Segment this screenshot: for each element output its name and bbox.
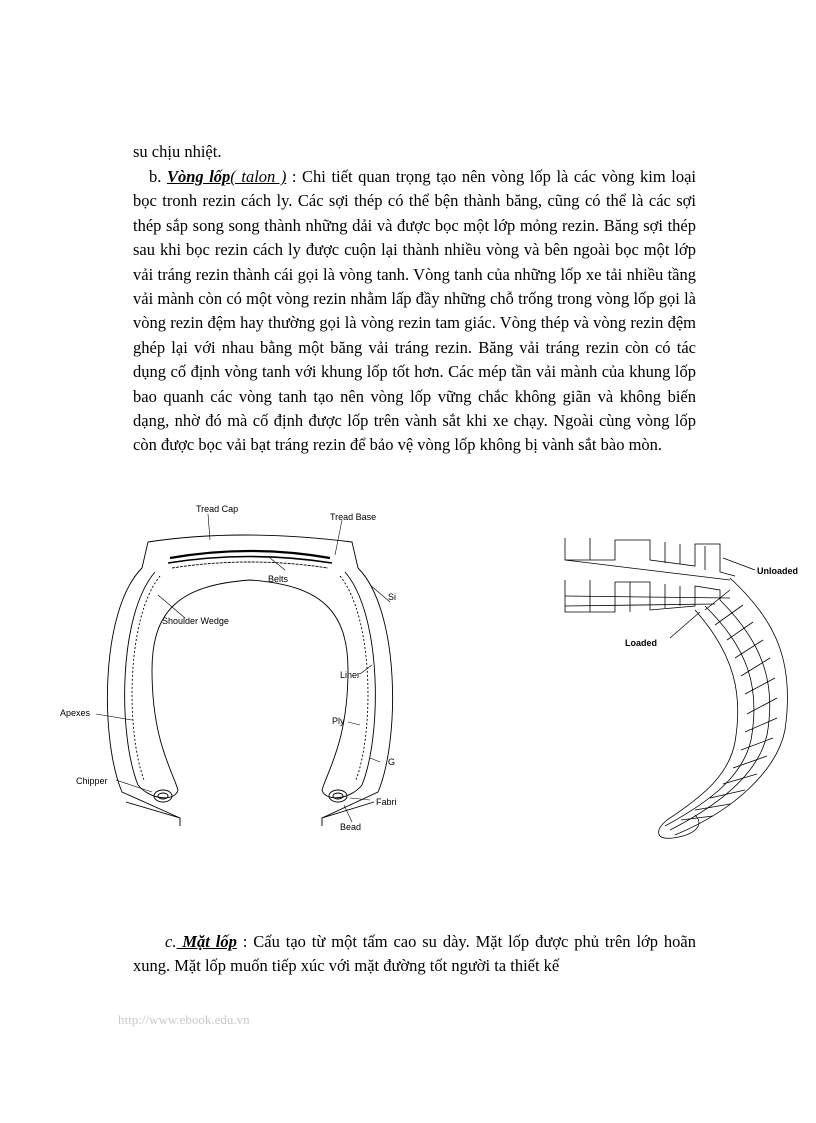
label-chipper: Chipper [76,776,108,786]
label-shoulder-wedge: Shoulder Wedge [162,616,229,626]
footer-url: http://www.ebook.edu.vn [118,1012,250,1027]
label-si: Si [388,592,397,602]
paragraph-mat-lop [133,930,696,979]
label-fabri: Fabri [376,797,397,807]
label-tread-cap: Tread Cap [196,504,239,514]
label-loaded: Loaded [625,638,658,648]
section-title: Mặt lốp [176,932,237,951]
label-bead: Bead [340,822,362,832]
paragraph-text: : Cấu tạo từ một tấm cao su dày. Mặt lốp được phủ trên lớp hoãn xung. Mặt lốp muốn tiếp xúc với mặt đường tốt người ta thiết kế [133,932,696,976]
section-subtitle: ( talon ) [230,167,287,186]
label-tread-base: Tread Base [330,512,377,522]
paragraph-text: su chịu nhiệt. [133,142,222,161]
section-label: c. [165,932,177,951]
section-title: Vòng lốp [166,167,231,186]
label-unloaded: Unloaded [757,566,799,576]
paragraph-vong-lop [133,165,696,458]
label-apexes: Apexes [60,708,91,718]
tire-cross-section-diagram [60,500,420,850]
label-belts: Belts [268,574,289,584]
tire-mesh-deformation-diagram [555,530,810,840]
section-label: b. [149,167,162,186]
paragraph-text: : Chi tiết quan trọng tạo nên vòng lốp là các vòng kim loại bọc tronh rezin cách ly. Các sợi thép có thể bện thành băng, cũng có thể là các sợi thép sắp song song thành những dải và được bọc một lớp mỏng rezin. Băng sợi thép sau khi bọc rezin cách ly được cuộn lại thành nhiều vòng và bên ngoài bọc một lớp vải tráng rezin thành cái gọi là vòng tanh. Vòng tanh của những lốp xe tải nhiều tầng vải mành còn có một vòng rezin nhằm lấp đầy những chỗ trống trong vòng lốp gọi là vòng rezin đệm hay thường gọi là vòng rezin tam giác. Vòng thép và vòng rezin đệm ghép lại với nhau bằng một băng vải tráng rezin. Băng vải tráng rezin còn có tác dụng cố định vòng tanh với khung lốp tốt hơn. Các mép tần vải mành của khung lốp bao quanh các vòng tanh tạo nên vòng lốp vững chắc không giãn và không biến dạng, nhờ đó mà cố định được lốp trên vành sắt khi xe chạy. Ngoài cùng vòng lốp còn được bọc vải bạt tráng rezin để bảo vệ vòng lốp không bị vành sắt bào mòn. [133,167,696,455]
label-liner: Liner [340,670,361,680]
label-g: G [388,757,396,767]
label-ply: Ply [332,716,345,726]
paragraph-continuation [133,140,696,164]
